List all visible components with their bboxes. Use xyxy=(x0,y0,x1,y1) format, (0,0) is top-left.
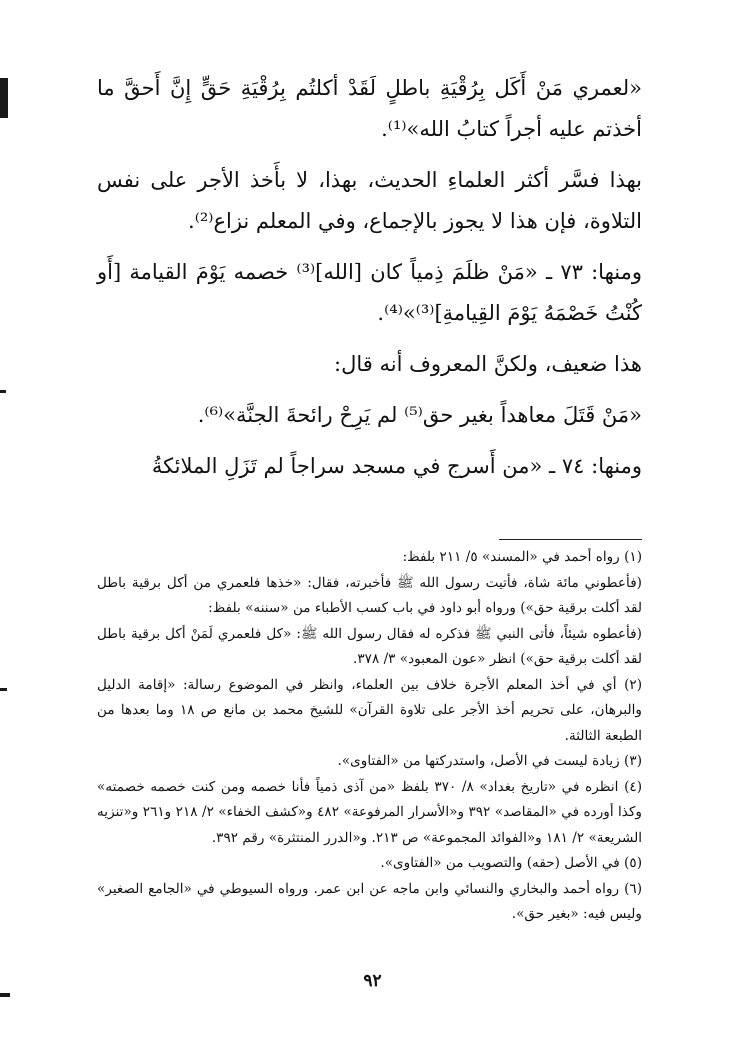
footnotes xyxy=(97,545,642,928)
footnote-6: (٦) رواه أحمد والبخاري والنسائي وابن ماجه عن ابن عمر. ورواه السيوطي في «الجامع الصغير» وليس فيه: «بغير حق». xyxy=(97,880,642,922)
footnote-4: (٤) انظره في «تاريخ بغداد» ٨/ ٣٧٠ بلفظ «من آذى ذمياً فأنا خصمه ومن كنت خصمه خصمته» وكذا أورده في «المقاصد» ٣٩٢ و«الأسرار المرفوعة» ٤٨٢ و«كشف الخفاء» ٢/ ٢١٨ و٢٦١ و«تنزيه الشريعة» ٢/ ١٨١ و«الفوائد المجموعة» ص ٢١٣. و«الدرر المنتثرة» رقم ٣٩٢. xyxy=(97,778,642,846)
footnote-3: (٣) زيادة ليست في الأصل، واستدركتها من «الفتاوى». xyxy=(337,753,642,769)
footnote-1-line: (فأعطوه شيئاً، فأتى النبي ﷺ فذكره له فقال رسول الله ﷺ: «كل فلعمري لَمَنْ أكل برقية باطل لقد أكلت برقية حق») انظر «عون المعبود» ٣/ ٣٧٨. xyxy=(97,625,642,667)
page-number: ٩٢ xyxy=(363,971,382,991)
scan-edge-mark xyxy=(0,993,10,997)
footnote-2: (٢) أي في أخذ المعلم الأجرة خلاف بين العلماء، وانظر في الموضوع رسالة: «إقامة الدليل والبرهان، على تحريم أخذ الأجر على تلاوة القرآن» للشيخ محمد بن مانع ص ١٨ وما بعدها من الطبعة الثالثة. xyxy=(97,676,642,744)
hadith-74-paragraph: ومنها: ٧٤ ـ «من أَسرج في مسجد سراجاً لم تَزَلِ الملائكةُ xyxy=(151,454,642,478)
hadith-quote-paragraph: «مَنْ قَتَلَ معاهداً بغير حق⁽⁵⁾ لم يَرِحْ رائحةَ الجنَّة»⁽⁶⁾. xyxy=(197,403,642,427)
footnote-1-line: (١) رواه أحمد في «المسند» ٥/ ٢١١ بلفظ: xyxy=(402,549,642,565)
main-text xyxy=(97,68,642,497)
scan-edge-mark xyxy=(0,390,6,393)
footnote-1 xyxy=(97,545,642,673)
footnote-divider xyxy=(499,539,642,540)
hadith-73-paragraph: ومنها: ٧٣ ـ «مَنْ ظلَمَ ذِمياً كان [الله]⁽³⁾ خصمه يَوْمَ القيامة [أَو كُنْتُ خَصْمَهُ يَوْمَ القِيامةِ]⁽³⁾»⁽⁴⁾. xyxy=(97,260,642,325)
footnote-5: (٥) في الأصل (حقه) والتصويب من «الفتاوى». xyxy=(380,855,642,871)
scan-edge-mark xyxy=(0,78,8,118)
hadith-paragraph: «لعمري مَنْ أَكَل بِرُقْيَةِ باطلٍ لَقَدْ أكلتُم بِرُقْيَةِ حَقٍّ إِنَّ أَحقَّ ما أخذتم عليه أجراً كتابُ الله»⁽¹⁾. xyxy=(97,76,642,141)
commentary-paragraph: هذا ضعيف، ولكنَّ المعروف أنه قال: xyxy=(334,352,642,376)
scan-edge-mark xyxy=(0,688,7,691)
footnote-1-line: (فأعطوني مائة شاة، فأتيت رسول الله ﷺ فأخبرته، فقال: «خذها فلعمري من أكل برقية باطل لقد أكلت برقية حق») ورواه أبو داود في باب كسب الأطباء من «سننه» بلفظ: xyxy=(97,574,642,616)
commentary-paragraph: بهذا فسَّر أكثر العلماءِ الحديث، بهذا، لا بأَخذ الأجر على نفس التلاوة، فإن هذا لا يجوز بالإجماع، وفي المعلم نزاع⁽²⁾. xyxy=(97,168,642,233)
